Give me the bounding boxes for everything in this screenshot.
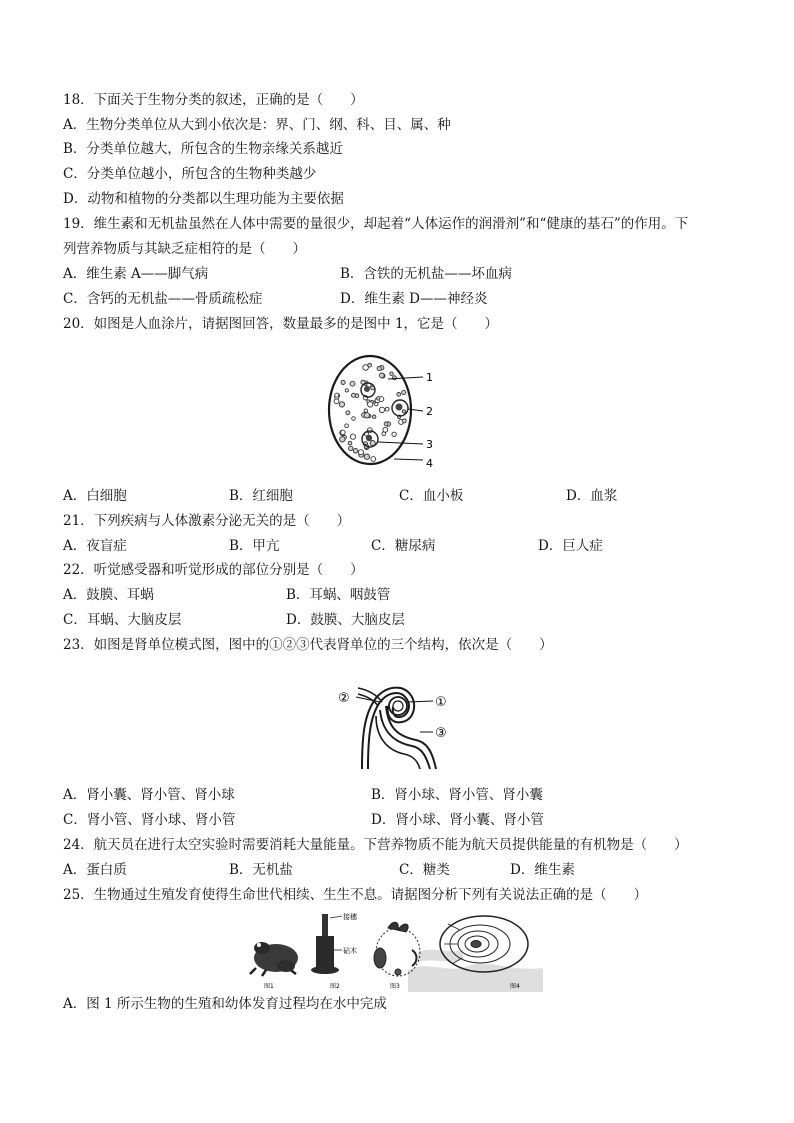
red-blood-cell — [390, 372, 394, 376]
red-blood-cell — [379, 407, 384, 412]
q23-option-b[interactable]: B．肾小球、肾小管、肾小囊 — [371, 787, 543, 803]
q24-stem: 24．航天员在进行太空实验时需要消耗大量能量。下营养物质不能为航天员提供能量的有机物是（ ） — [63, 837, 688, 853]
nephron-label-1: ① — [435, 695, 447, 710]
red-blood-cell — [402, 419, 406, 423]
red-blood-cell — [368, 402, 373, 407]
q21-option-c[interactable]: C．糖尿病 — [371, 538, 436, 554]
red-blood-cell — [385, 407, 389, 411]
q21-stem: 21．下列疾病与人体激素分泌无关的是（ ） — [63, 513, 351, 529]
q19-option-d[interactable]: D．维生素 D——神经炎 — [340, 291, 488, 307]
red-blood-cell — [377, 367, 381, 371]
red-blood-cell — [349, 446, 353, 450]
red-blood-cell — [364, 409, 367, 412]
q19-option-a[interactable]: A．维生素 A——脚气病 — [63, 266, 209, 282]
red-blood-cell — [353, 449, 358, 454]
q22-option-c[interactable]: C．耳蜗、大脑皮层 — [63, 612, 182, 628]
q21-option-d[interactable]: D．巨人症 — [538, 538, 603, 554]
q24-option-c[interactable]: C．糖类 — [399, 862, 450, 878]
red-blood-cell — [363, 365, 369, 371]
red-blood-cell — [377, 397, 380, 400]
q19-option-c[interactable]: C．含钙的无机盐——骨质疏松症 — [63, 291, 263, 307]
figure-label-4: 图4 — [510, 983, 520, 990]
red-blood-cell — [371, 457, 376, 462]
q21-option-b[interactable]: B．甲亢 — [229, 538, 280, 554]
figure-label-2: 图2 — [330, 983, 340, 990]
q20-option-d[interactable]: D．血浆 — [566, 488, 618, 504]
red-blood-cell — [367, 428, 372, 433]
red-blood-cell — [375, 402, 378, 405]
q22-option-d[interactable]: D．鼓膜、大脑皮层 — [286, 612, 405, 628]
figure-label-1: 图1 — [264, 983, 274, 990]
q24-option-b[interactable]: B．无机盐 — [229, 862, 293, 878]
figure-label-3: 图3 — [390, 983, 400, 990]
red-blood-cell — [373, 415, 376, 418]
red-blood-cell — [346, 411, 350, 415]
smear-label-2: 2 — [426, 405, 433, 418]
red-blood-cell — [348, 441, 352, 445]
red-blood-cell — [345, 389, 348, 392]
red-blood-cell — [364, 413, 369, 418]
smear-label-3: 3 — [426, 438, 433, 451]
red-blood-cell — [350, 381, 355, 386]
q18-stem: 18．下面关于生物分类的叙述，正确的是（ ） — [63, 92, 364, 108]
red-blood-cell — [340, 437, 345, 442]
red-blood-cell — [339, 402, 344, 407]
q18-option-b[interactable]: B．分类单位越大，所包含的生物亲缘关系越近 — [63, 141, 343, 157]
q23-stem: 23．如图是肾单位模式图，图中的①②③代表肾单位的三个结构，依次是（ ） — [63, 637, 553, 653]
q19-stem-line1: 19．维生素和无机盐虽然在人体中需要的量很少，却起着“人体运作的润滑剂”和“健康的基石”的作用。下 — [63, 216, 689, 232]
q20-option-c[interactable]: C．血小板 — [399, 488, 464, 504]
scion-label: 接穗 — [343, 913, 357, 921]
q23-option-d[interactable]: D．肾小球、肾小囊、肾小管 — [371, 812, 544, 828]
red-blood-cell — [383, 427, 388, 432]
rootstock-label: 砧木 — [343, 947, 357, 955]
q22-option-b[interactable]: B．耳蜗、咽鼓管 — [286, 587, 391, 603]
q23-option-c[interactable]: C．肾小管、肾小球、肾小管 — [63, 812, 236, 828]
q20-option-b[interactable]: B．红细胞 — [229, 488, 293, 504]
q22-option-a[interactable]: A．鼓膜、耳蜗 — [63, 587, 154, 603]
red-blood-cell — [379, 373, 384, 378]
blood-smear-figure — [320, 352, 470, 472]
q25-option-a[interactable]: A．图 1 所示生物的生殖和幼体发育过程均在水中完成 — [63, 996, 387, 1012]
q25-stem: 25．生物通过生殖发育使得生命世代相续、生生不息。请据图分析下列有关说法正确的是（ ） — [63, 887, 648, 903]
q23-option-a[interactable]: A．肾小囊、肾小管、肾小球 — [63, 787, 235, 803]
red-blood-cell — [351, 393, 355, 397]
red-blood-cell — [335, 393, 339, 397]
red-blood-cell — [341, 430, 346, 435]
q18-option-d[interactable]: D．动物和植物的分类都以生理功能为主要依据 — [63, 191, 344, 207]
q24-option-a[interactable]: A．蛋白质 — [63, 862, 127, 878]
red-blood-cell — [352, 417, 356, 421]
red-blood-cell — [359, 450, 364, 455]
insect-lifecycle-drawing — [374, 922, 420, 976]
red-blood-cell — [364, 454, 369, 459]
q18-option-c[interactable]: C．分类单位越小，所包含的生物种类越少 — [63, 166, 317, 182]
smear-label-1: 1 — [426, 371, 433, 384]
q19-stem-line2: 列营养物质与其缺乏症相符的是（ ） — [63, 241, 306, 257]
red-blood-cell — [341, 380, 345, 384]
q19-option-b[interactable]: B．含铁的无机盐——坏血病 — [340, 266, 512, 282]
red-blood-cell — [402, 410, 405, 413]
q18-option-a[interactable]: A．生物分类单位从大到小依次是：界、门、纲、科、目、属、种 — [63, 117, 451, 133]
q24-option-d[interactable]: D．维生素 — [510, 862, 575, 878]
nephron-figure — [336, 676, 460, 772]
red-blood-cell — [345, 424, 349, 428]
red-blood-cell — [397, 393, 401, 397]
grafting-drawing — [311, 914, 342, 974]
frog-drawing — [250, 942, 298, 976]
reproduction-figures — [248, 910, 548, 992]
nephron-label-2: ② — [338, 691, 350, 706]
red-blood-cell — [392, 432, 396, 436]
q22-stem: 22．听觉感受器和听觉形成的部位分别是（ ） — [63, 562, 364, 578]
q20-stem: 20．如图是人血涂片，请据图回答，数量最多的是图中 1，它是（ ） — [63, 316, 499, 332]
q20-option-a[interactable]: A．白细胞 — [63, 488, 127, 504]
q21-option-a[interactable]: A．夜盲症 — [63, 538, 127, 554]
red-blood-cell — [350, 434, 355, 439]
nephron-label-3: ③ — [435, 726, 447, 741]
smear-label-4: 4 — [426, 457, 433, 470]
red-blood-cell — [402, 390, 406, 394]
red-blood-cell — [384, 422, 388, 426]
